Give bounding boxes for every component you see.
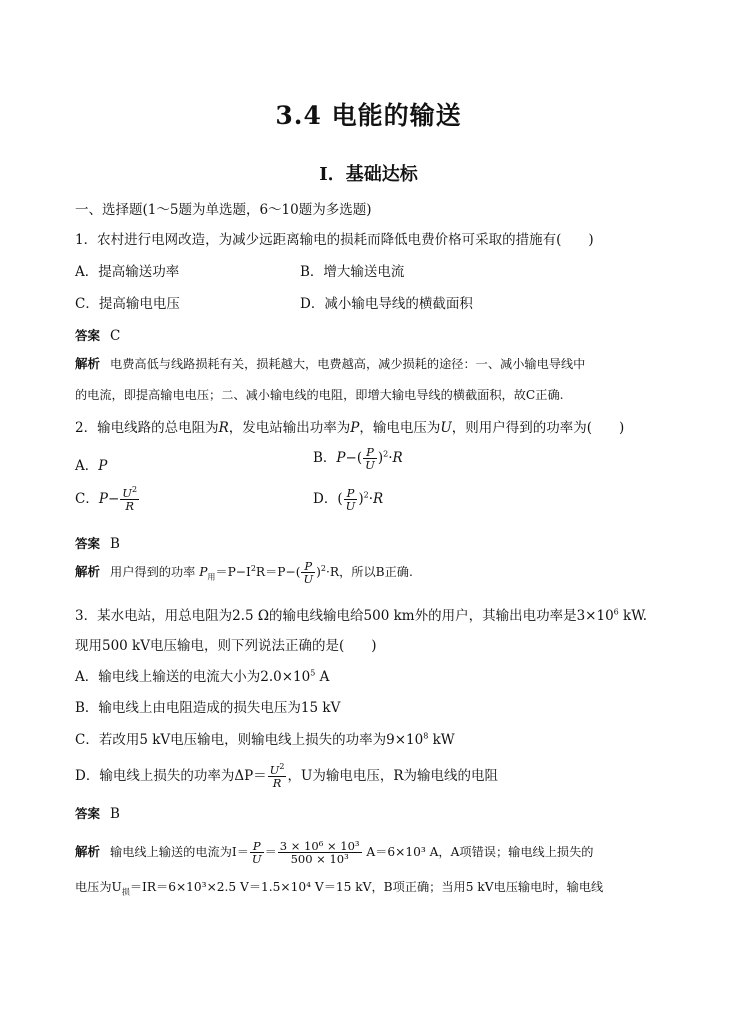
q3-subscript: 损 xyxy=(121,887,130,897)
q2-frac-num: P xyxy=(346,486,355,500)
q2-var: R xyxy=(218,420,229,436)
q2-analysis xyxy=(75,560,413,585)
q3-frac-num: P xyxy=(252,839,261,853)
q3-opt-text: kW xyxy=(428,732,455,748)
q2-stem-part: ，则用户得到的功率为( ) xyxy=(451,420,625,436)
q3-opt-text: A xyxy=(315,669,330,685)
q1-answer-value: C xyxy=(110,328,121,344)
q1-analysis-line2: 的电流，即提高输电电压；二、减小输电线的电阻，即增大输电导线的横截面积，故C正确. xyxy=(75,388,564,402)
q2-stem-part: ，输电电压为 xyxy=(359,420,441,436)
q3-frac-den: U xyxy=(251,852,262,866)
q3-option-a xyxy=(75,667,329,687)
q3-opt-text: ，U为输电电压，R为输电线的电阻 xyxy=(287,768,498,784)
q3-analysis-line2 xyxy=(75,877,603,897)
q2-answer-value: B xyxy=(110,536,120,552)
q1-option-c: C．提高输电电压 xyxy=(75,296,180,312)
q3-frac-num: 3 × 10⁶ × 10³ xyxy=(279,839,360,853)
q3-frac-num: U xyxy=(269,763,280,777)
q2-frac-num: U xyxy=(122,486,132,500)
q3-stem-line1 xyxy=(75,606,647,626)
q2-exp: 2 xyxy=(363,490,369,500)
q2-analysis-text: ) xyxy=(316,565,321,579)
analysis-label: 解析 xyxy=(75,356,101,371)
q2-var: R xyxy=(372,491,384,507)
q2-option-a xyxy=(75,456,107,476)
q2-d-fraction xyxy=(344,487,358,512)
q2-var: R xyxy=(392,450,403,466)
q2-stem-part: ，发电站输出功率为 xyxy=(228,420,351,436)
section-heading: Ⅰ．基础达标 xyxy=(319,164,418,185)
q3-option-d xyxy=(75,764,498,789)
q2-option-c xyxy=(75,487,140,512)
q1-analysis-line1 xyxy=(75,354,585,374)
q3-opt-text: D．输电线上损失的功率为ΔP＝ xyxy=(75,768,267,784)
q2-var: P xyxy=(199,565,208,579)
q2-opt-label: A． xyxy=(75,458,99,474)
q2-opt-label: C． xyxy=(75,491,99,507)
q2-b-fraction xyxy=(363,446,377,471)
q2-var: P xyxy=(336,450,346,466)
q2-analysis-fraction xyxy=(301,560,315,585)
q2-op: · xyxy=(388,450,393,466)
q2-analysis-text: 用户得到的功率 xyxy=(110,565,196,579)
q3-analysis-text: 输电线上输送的电流为I＝ xyxy=(110,845,249,859)
answer-label: 答案 xyxy=(75,806,101,821)
q2-op: − xyxy=(345,450,357,466)
q2-opt-label: D． xyxy=(313,491,338,507)
analysis-label: 解析 xyxy=(75,564,101,579)
q3-exp: 2 xyxy=(279,762,285,772)
answer-label: 答案 xyxy=(75,328,101,343)
q2-analysis-text: R＝P−( xyxy=(255,565,301,579)
q3-opt-text: C．若改用5 kV电压输电，则输电线上损失的功率为9×10 xyxy=(75,732,424,748)
q3-answer-value: B xyxy=(110,806,120,822)
q3-analysis-text: ＝ xyxy=(264,845,277,859)
q2-opt-label: B． xyxy=(313,450,337,466)
q2-op: · xyxy=(368,491,373,507)
analysis-label: 解析 xyxy=(75,844,101,859)
q2-stem-part: 2．输电线路的总电阻为 xyxy=(75,420,219,436)
q2-frac-num: P xyxy=(304,559,313,573)
q3-stem-line2: 现用500 kV电压输电，则下列说法正确的是( ) xyxy=(75,638,377,654)
q3-opt-text: A．输电线上输送的电流大小为2.0×10 xyxy=(75,669,311,685)
q3-stem-text: 3．某水电站，用总电阻为2.5 Ω的输电线输电给500 km外的用户，其输出电功率是3×10 xyxy=(75,608,614,624)
q3-answer xyxy=(75,804,120,824)
q2-stem xyxy=(75,418,624,438)
q2-frac-den: U xyxy=(365,458,375,472)
q2-subscript: 用 xyxy=(207,572,216,582)
q1-stem: 1．农村进行电网改造，为减少远距离输电的损耗而降低电费价格可采取的措施有( ) xyxy=(75,232,594,248)
q3-stem-text: kW. xyxy=(618,608,648,624)
q3-option-c xyxy=(75,730,455,750)
q2-analysis-text: ＝P−I xyxy=(215,565,251,579)
q2-frac-den: U xyxy=(303,572,314,586)
q2-exp: 2 xyxy=(131,485,138,495)
q2-var: U xyxy=(440,420,452,436)
q2-option-b: B．P−( $\frac{P}{U}$ )$^2$·R xyxy=(313,445,403,472)
q3-analysis-text: A＝6×10³ A，A项错误；输电线上损失的 xyxy=(366,845,594,859)
q2-var: P xyxy=(350,420,360,436)
q2-analysis-text: ·R，所以B正确. xyxy=(326,565,413,579)
q2-exp: 2 xyxy=(383,449,389,459)
q3-d-fraction xyxy=(268,764,287,789)
q2-frac-den: R xyxy=(125,499,134,513)
q2-frac-den: U xyxy=(345,499,356,513)
q2-var: P xyxy=(98,491,108,507)
q3-analysis-text: 电压为U xyxy=(75,880,122,894)
q3-analysis-fraction1 xyxy=(250,840,264,865)
q2-frac-num: P xyxy=(366,445,374,459)
instructions: 一、选择题(1～5题为单选题，6～10题为多选题) xyxy=(75,202,372,218)
q3-exp: 5 xyxy=(310,668,316,678)
q1-option-d: D．减小输电导线的横截面积 xyxy=(300,296,473,312)
answer-label: 答案 xyxy=(75,536,101,551)
q3-exp: 8 xyxy=(423,731,429,741)
q3-analysis-fraction2 xyxy=(278,840,362,865)
q1-analysis-text1: 电费高低与线路损耗有关，损耗越大，电费越高，减少损耗的途径：一、减小输电导线中 xyxy=(110,357,586,371)
q2-var: P xyxy=(98,458,108,474)
q3-option-b: B．输电线上由电阻造成的损失电压为15 kV xyxy=(75,700,341,716)
q3-frac-den: 500 × 10³ xyxy=(290,852,349,866)
q2-exp: 2 xyxy=(320,563,327,573)
q3-analysis-text: ＝IR＝6×10³×2.5 V＝1.5×10⁴ V＝15 kV，B项正确；当用5 kV电压输电时，输电线 xyxy=(129,880,604,894)
page-title: 3.4 电能的输送 xyxy=(275,101,462,130)
q3-frac-den: R xyxy=(272,776,282,790)
q3-exp: 6 xyxy=(613,607,619,617)
q1-option-a: A．提高输送功率 xyxy=(75,264,180,280)
q1-option-b: B．增大输送电流 xyxy=(300,264,405,280)
q2-c-fraction xyxy=(120,487,139,512)
q1-answer xyxy=(75,326,120,346)
q2-answer xyxy=(75,534,120,554)
q3-analysis-line1 xyxy=(75,840,593,865)
q2-option-d: D．( $\frac{P}{U}$ )$^2$·R xyxy=(313,486,384,513)
q2-exp: 2 xyxy=(250,563,256,573)
q2-op: − xyxy=(107,491,120,507)
